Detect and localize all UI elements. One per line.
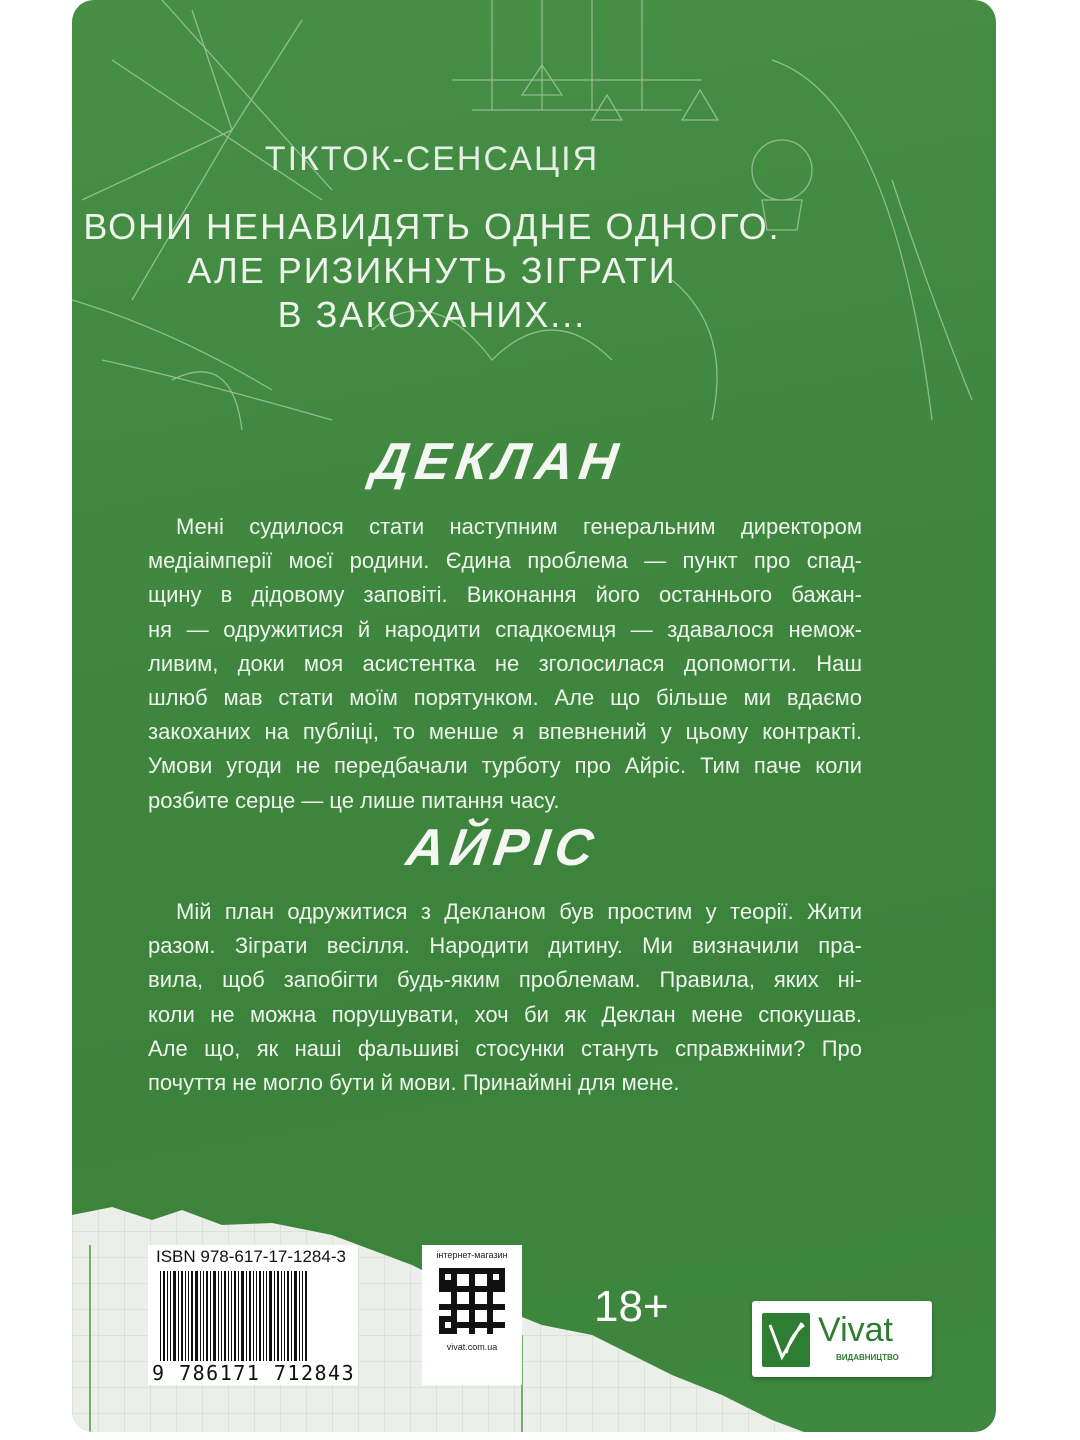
isbn-barcode — [148, 1245, 358, 1385]
barcode-bar — [305, 1271, 307, 1361]
barcode-bar — [259, 1271, 261, 1361]
barcode-bar — [287, 1271, 289, 1361]
barcode-bar — [246, 1271, 247, 1361]
barcode-bar — [203, 1271, 204, 1361]
headline — [72, 205, 792, 337]
barcode-bar — [256, 1271, 257, 1361]
text-line: щину в дідовому заповіті. Виконання його останнього бажан- — [148, 582, 862, 608]
barcode-bar — [181, 1271, 183, 1361]
barcode-bar — [241, 1271, 244, 1361]
text-line: вила, щоб запобігти будь-яким проблемам. Правила, яких ні- — [148, 967, 862, 993]
section-title-declan: ДЕКЛАН — [367, 433, 628, 491]
text-line: ня — одружитися й народити спадкоємця — здавалося немож- — [148, 616, 862, 642]
text-line: Мені судилося стати наступним генеральним директором — [176, 514, 862, 539]
barcode-bar — [163, 1271, 165, 1361]
barcode-bar — [210, 1271, 211, 1361]
barcode-bar — [249, 1271, 251, 1361]
publisher-logo — [752, 1301, 932, 1377]
text-line: Мій план одружитися з Декланом був простим у теорії. Жити — [176, 899, 862, 924]
qr-code-icon[interactable] — [439, 1268, 505, 1334]
barcode-bar — [221, 1271, 222, 1361]
barcode-bar — [281, 1271, 282, 1361]
text-line: Умови угоди не передбачали турботу про Айріс. Тим паче коли — [148, 753, 862, 779]
qr-url[interactable]: vivat.com.ua — [446, 1342, 498, 1352]
barcode-bar — [206, 1271, 208, 1361]
isbn-text: ISBN 978-617-17-1284-3 — [156, 1247, 346, 1266]
iris-paragraph — [148, 895, 862, 1100]
text-line: медіаімперії моєї родини. Єдина проблема — пункт про спад- — [148, 548, 862, 574]
barcode-bar — [178, 1271, 179, 1361]
barcode-bar — [170, 1271, 171, 1361]
qr-code-block[interactable] — [422, 1245, 522, 1385]
barcode-bar — [294, 1271, 297, 1361]
barcode-bar — [200, 1271, 201, 1361]
barcode-bar — [302, 1271, 303, 1361]
text-line: Але що, як наші фальшиві стосунки стануть справжніми? Про — [148, 1035, 862, 1061]
barcode-bar — [284, 1271, 285, 1361]
text-line: розбите серце — це лише питання часу. — [148, 787, 560, 813]
barcode-bar — [191, 1271, 193, 1361]
barcode-bar — [218, 1271, 219, 1361]
barcode-number: 9 786171 712843 — [152, 1361, 356, 1385]
text-line: шлюб мав стати моїм порятунком. Але що більше ми вдаємо — [148, 685, 862, 711]
barcode-bar — [274, 1271, 275, 1361]
barcode-bar — [266, 1271, 267, 1361]
barcode-bar — [269, 1271, 272, 1361]
barcode-bar — [188, 1271, 189, 1361]
barcode-bar — [185, 1271, 186, 1361]
text-line: ливим, доки моя асистентка не зголосилася допомогти. Наш — [148, 650, 862, 676]
barcode-bar — [238, 1271, 239, 1361]
text-line: коли не можна порушувати, хоч би як Деклан мене спокушав. — [148, 1001, 862, 1027]
barcode-bar — [160, 1271, 161, 1361]
barcode-bar — [234, 1271, 236, 1361]
barcode-bar — [213, 1271, 216, 1361]
text-line: закоханих на публіці, то менше я впевнений у цьому контракті. — [148, 719, 862, 745]
headline-line: ВОНИ НЕНАВИДЯТЬ ОДНЕ ОДНОГО. — [83, 206, 781, 247]
barcode-bar — [231, 1271, 232, 1361]
book-back-cover — [72, 0, 996, 1432]
text-line: почуття не могло бути й мови. Принаймні для мене. — [148, 1070, 680, 1096]
headline-line: АЛЕ РИЗИКНУТЬ ЗІГРАТИ — [187, 250, 677, 291]
barcode-bars — [160, 1271, 348, 1361]
feather-icon — [762, 1313, 810, 1367]
section-title-iris: АЙРІС — [402, 819, 603, 877]
tagline: ТІКТОК-СЕНСАЦІЯ — [264, 140, 600, 178]
barcode-bar — [167, 1271, 168, 1361]
publisher-subtitle: ВИДАВНИЦТВО — [836, 1353, 899, 1362]
barcode-bar — [228, 1271, 229, 1361]
barcode-bar — [195, 1271, 198, 1361]
barcode-bar — [253, 1271, 254, 1361]
barcode-bar — [224, 1271, 226, 1361]
headline-line: В ЗАКОХАНИХ... — [277, 294, 587, 335]
barcode-bar — [263, 1271, 264, 1361]
barcode-bar — [291, 1271, 292, 1361]
publisher-name: Vivat — [818, 1311, 893, 1349]
age-rating: 18+ — [594, 1282, 669, 1331]
qr-label: інтернет-магазин — [436, 1250, 508, 1260]
text-line: разом. Зіграти весілля. Народити дитину. Ми визначили пра- — [148, 933, 862, 959]
qr-cell — [499, 1328, 505, 1334]
declan-paragraph — [148, 510, 862, 818]
barcode-bar — [173, 1271, 176, 1361]
barcode-bar — [299, 1271, 300, 1361]
barcode-bar — [277, 1271, 279, 1361]
